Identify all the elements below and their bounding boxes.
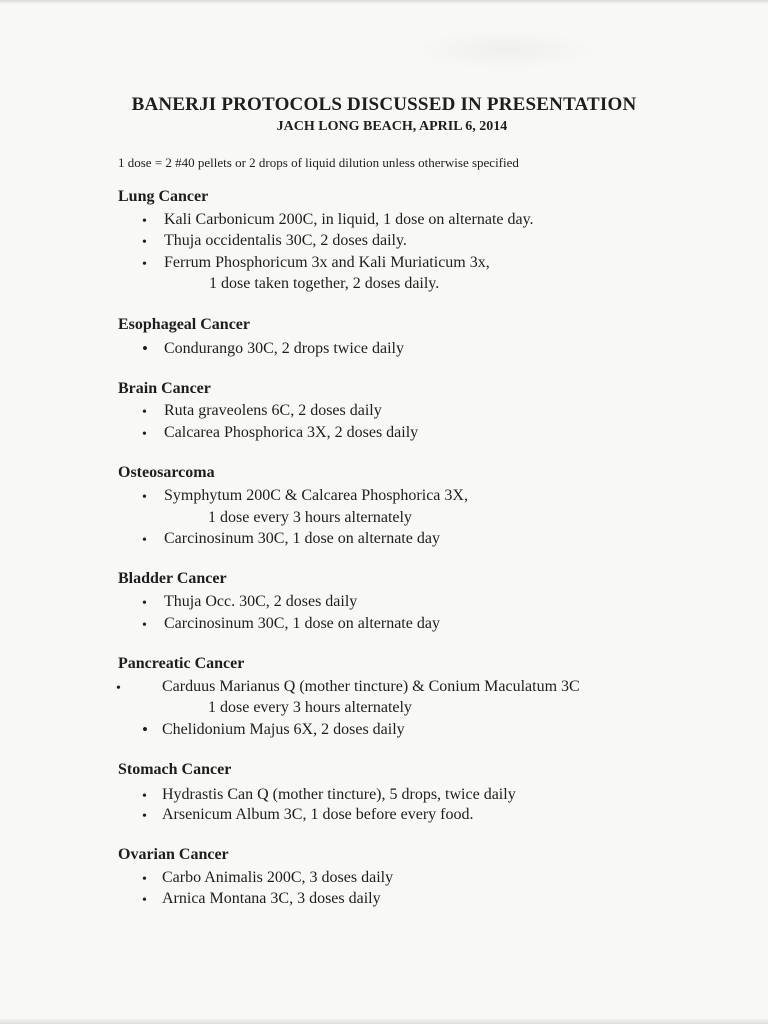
section-heading-osteosarcoma: Osteosarcoma — [118, 464, 215, 481]
list-item: Chelidonium Majus 6X, 2 doses daily — [162, 721, 405, 738]
list-bullet: • — [142, 893, 147, 908]
list-bullet: • — [142, 720, 148, 739]
list-item: Arsenicum Album 3C, 1 dose before every food. — [162, 806, 474, 823]
list-bullet: • — [142, 872, 147, 887]
list-item: Carcinosinum 30C, 1 dose on alternate day — [164, 530, 440, 547]
list-bullet: • — [142, 490, 147, 505]
list-bullet: • — [142, 339, 148, 358]
list-bullet: • — [142, 809, 147, 824]
scan-top-edge — [0, 0, 768, 4]
section-heading-ovarian-cancer: Ovarian Cancer — [118, 846, 229, 863]
list-item: Arnica Montana 3C, 3 doses daily — [162, 890, 381, 907]
document-title: BANERJI PROTOCOLS DISCUSSED IN PRESENTATION — [131, 94, 637, 115]
list-item: Carduus Marianus Q (mother tincture) & Conium Maculatum 3C — [162, 678, 580, 695]
list-item: Ruta graveolens 6C, 2 doses daily — [164, 402, 382, 419]
section-heading-esophageal-cancer: Esophageal Cancer — [118, 316, 250, 333]
scan-bottom-edge — [0, 1018, 768, 1024]
list-bullet: • — [142, 257, 147, 272]
section-heading-brain-cancer: Brain Cancer — [118, 380, 211, 397]
list-bullet: • — [142, 235, 147, 250]
list-item: Ferrum Phosphoricum 3x and Kali Muriaticum 3x, — [164, 254, 490, 271]
section-heading-stomach-cancer: Stomach Cancer — [118, 761, 232, 778]
dose-note: 1 dose = 2 #40 pellets or 2 drops of liquid dilution unless otherwise specified — [118, 155, 519, 170]
list-item: Thuja occidentalis 30C, 2 doses daily. — [164, 232, 407, 249]
list-bullet: • — [142, 789, 147, 804]
list-bullet: • — [142, 214, 147, 229]
list-bullet: • — [116, 681, 121, 696]
list-item: Calcarea Phosphorica 3X, 2 doses daily — [164, 424, 419, 441]
list-item: Hydrastis Can Q (mother tincture), 5 drops, twice daily — [162, 786, 516, 803]
list-bullet: • — [142, 427, 147, 442]
list-item: Carcinosinum 30C, 1 dose on alternate day — [164, 615, 440, 632]
list-bullet: • — [142, 405, 147, 420]
list-item-continuation: 1 dose every 3 hours alternately — [208, 699, 412, 716]
list-item: Condurango 30C, 2 drops twice daily — [164, 340, 404, 357]
list-item: Symphytum 200C & Calcarea Phosphorica 3X, — [164, 487, 468, 504]
document-subtitle: JACH LONG BEACH, APRIL 6, 2014 — [276, 119, 508, 134]
section-heading-lung-cancer: Lung Cancer — [118, 188, 209, 205]
list-item: Thuja Occ. 30C, 2 doses daily — [164, 593, 358, 610]
section-heading-bladder-cancer: Bladder Cancer — [118, 570, 227, 587]
section-heading-pancreatic-cancer: Pancreatic Cancer — [118, 655, 245, 672]
list-bullet: • — [142, 618, 147, 633]
list-item: Carbo Animalis 200C, 3 doses daily — [162, 869, 394, 886]
list-item-continuation: 1 dose every 3 hours alternately — [208, 509, 412, 526]
list-item-continuation: 1 dose taken together, 2 doses daily. — [209, 275, 440, 292]
list-bullet: • — [142, 596, 147, 611]
list-item: Kali Carbonicum 200C, in liquid, 1 dose on alternate day. — [164, 211, 534, 228]
scan-smudge — [410, 30, 600, 70]
list-bullet: • — [142, 533, 147, 548]
